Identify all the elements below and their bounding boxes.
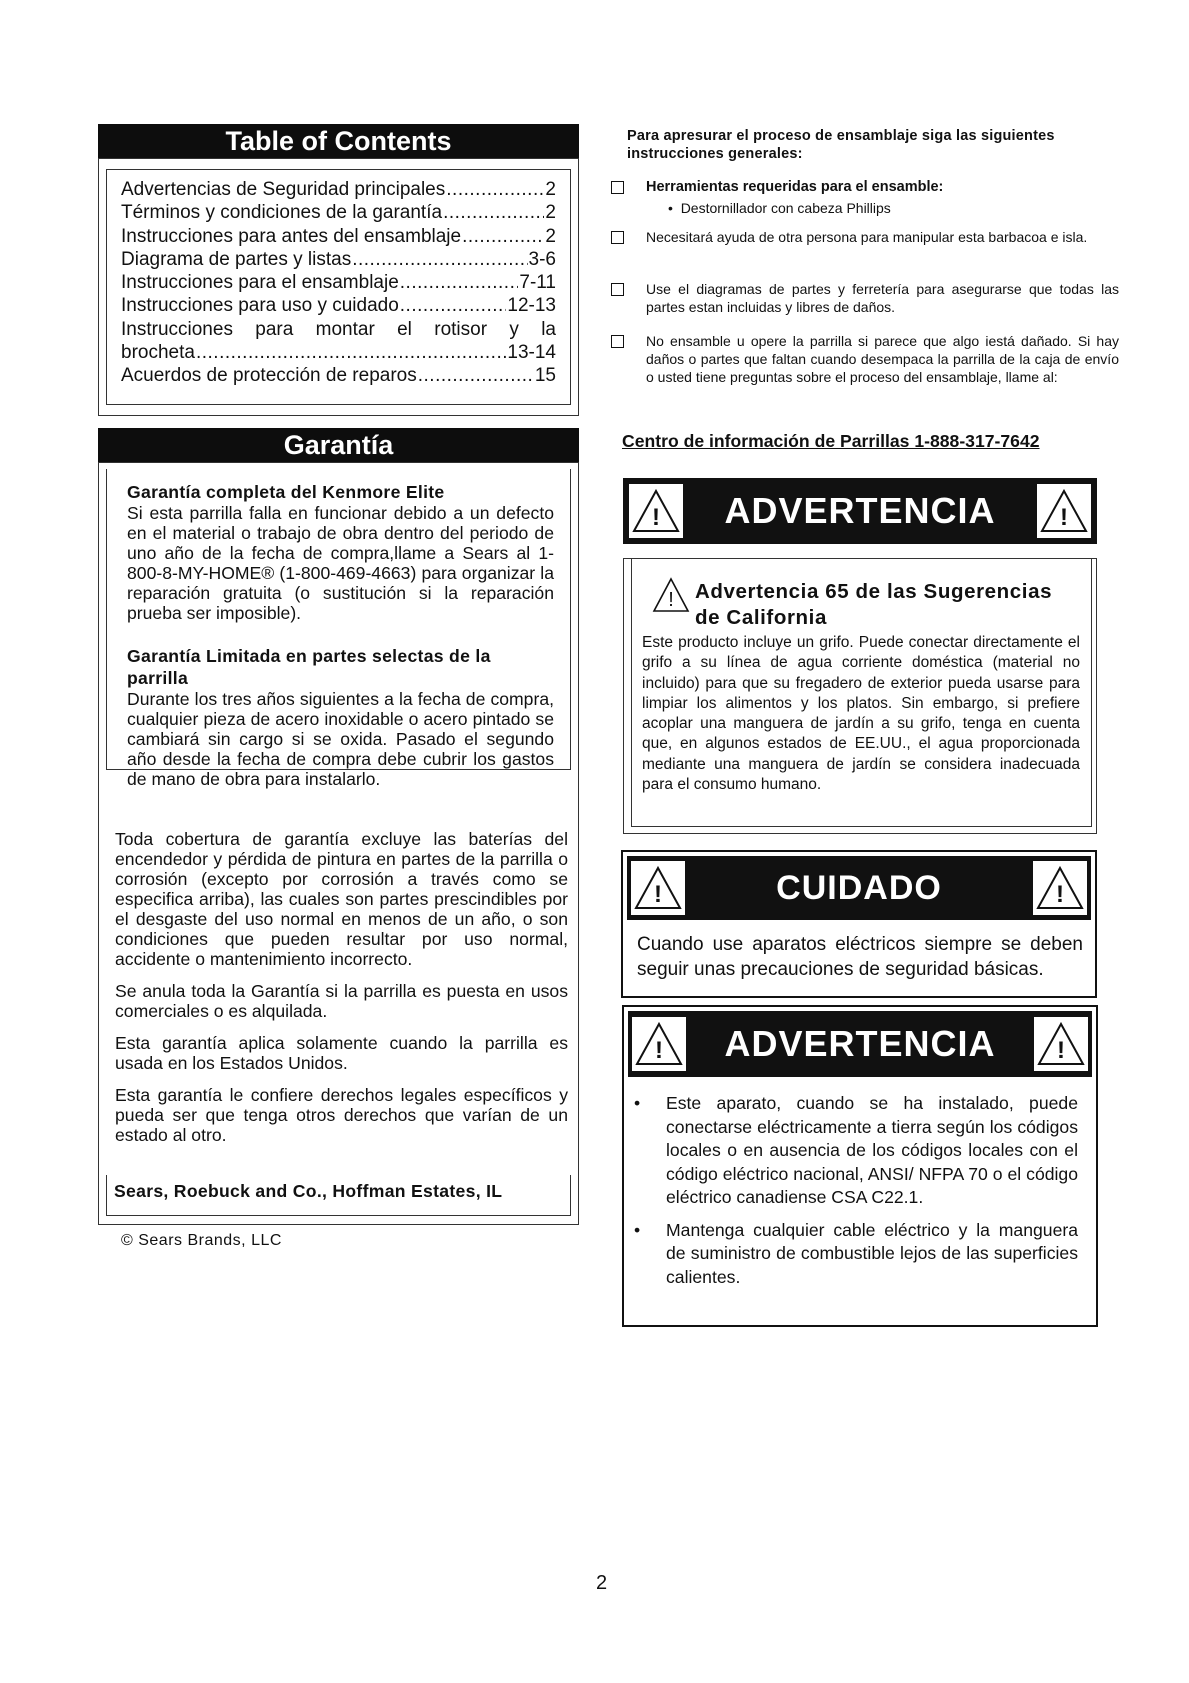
- toc-entry-page: 2: [545, 179, 556, 200]
- limited-warranty-heading: Garantía Limitada en partes selectas de la parrilla: [127, 646, 491, 688]
- caution-body: Cuando use aparatos eléctricos siempre se deben seguir unas precauciones de seguridad básicas.: [637, 934, 1083, 980]
- assembly-intro: Para apresurar el proceso de ensamblaje siga las siguientes instrucciones generales:: [627, 128, 1055, 162]
- toc-entry: [121, 341, 556, 364]
- electrical-bullet-2: Mantenga cualquier cable eléctrico y la manguera de suministro de combustible lejos de las superficies calientes.: [666, 1219, 1078, 1287]
- void-text: Se anula toda la Garantía si la parrilla es puesta en usos comerciales o es alquilada.: [115, 981, 568, 1021]
- svg-text:!: !: [1060, 504, 1068, 531]
- toc-dot-leader: [196, 341, 506, 364]
- checkbox-tools[interactable]: [611, 181, 624, 194]
- toc-title: Table of Contents: [225, 126, 452, 156]
- toc-box: [98, 158, 579, 416]
- toc-entry: [121, 294, 556, 317]
- warranty-title: Garantía: [283, 430, 394, 460]
- toc-dot-leader: [400, 294, 507, 317]
- warning-triangle-icon: [1034, 1017, 1088, 1071]
- toc-entry: [121, 271, 556, 294]
- full-warranty-body: Si esta parrilla falla en funcionar debido a un defecto en el material o trabajo de obra dentro del periodo de uno año de la fecha de compra,llame a Sears al 1-800-8-MY-HOME® (1-800-469-4663) para organizar la reparación gratuita (o sustitución si la reparación prueba ser imposible).: [127, 503, 554, 623]
- toc-dot-leader: [400, 271, 519, 294]
- caution-box: [621, 850, 1097, 998]
- toc-dot-leader: [352, 248, 527, 271]
- toc-dot-leader: [418, 364, 534, 387]
- list-item: [628, 1092, 1078, 1210]
- warranty-header: [98, 428, 579, 462]
- prop65-box: [623, 558, 1097, 834]
- list-item: [628, 1219, 1078, 1290]
- toc-entry-page: 2: [545, 202, 556, 224]
- toc-dot-leader: [443, 201, 544, 224]
- warning-triangle-icon: [629, 484, 683, 538]
- caution-banner: [627, 856, 1091, 920]
- prop65-heading: Advertencia 65 de las Sugerencias de California: [695, 580, 1053, 629]
- toc-entry: [121, 225, 556, 248]
- svg-text:!: !: [652, 504, 660, 531]
- warning-triangle-icon: [632, 1017, 686, 1071]
- caution-banner-title: CUIDADO: [776, 868, 942, 907]
- toc-header: [98, 124, 579, 158]
- toc-entry: [121, 318, 556, 341]
- toc-entry-title: Diagrama de partes y listas: [121, 248, 352, 270]
- toc-entry-page: 2: [545, 225, 556, 247]
- coverage-text: Toda cobertura de garantía excluye las baterías del encendedor y pérdida de pintura en partes de la parrilla o corrosión (excepto por corrosión a través como se especifica arriba), las cuales son partes prescindibles por el desgaste del uso normal en menos de un año, o son condiciones que pueden resultar por uso normal, accidente o mantenimiento incorrecto.: [115, 829, 568, 969]
- limited-warranty-body: Durante los tres años siguientes a la fecha de compra, cualquier pieza de acero inoxidable o acero pintado se cambiará sin cargo si se oxida. Pasado el segundo año desde la fecha de compra debe cubrir los gastos de mano de obra para instalarlo.: [127, 689, 554, 789]
- warning-triangle-icon: [1037, 484, 1091, 538]
- help-text: Necesitará ayuda de otra persona para manipular esta barbacoa e isla.: [646, 229, 1088, 245]
- diagram-text: Use el diagramas de partes y ferretería para asegurarse que todas las partes estan incluidas y libres de daños.: [646, 281, 1119, 315]
- toc-entry-title: Advertencias de Seguridad principales: [121, 179, 446, 200]
- warning-banner-2: [628, 1011, 1092, 1077]
- rights-text: Esta garantía le confiere derechos legales específicos y pueda ser que tenga otros derechos que varían de un estado al otro.: [115, 1085, 568, 1145]
- toc-entry: [121, 201, 556, 224]
- company-name: Sears, Roebuck and Co., Hoffman Estates, IL: [114, 1181, 503, 1201]
- full-warranty-heading: Garantía completa del Kenmore Elite: [127, 482, 445, 502]
- toc-entry-title: Instrucciones para uso y cuidado: [121, 295, 399, 317]
- toc-entry: [121, 178, 556, 201]
- toc-dot-leader: [446, 178, 544, 201]
- toc-entry: [121, 364, 556, 387]
- damage-text: No ensamble u opere la parrilla si parece que algo iestá dañado. Si hay daños o partes que faltan cuando desempaca la parrilla de la caja de envío o usted tiene preguntas sobre el proceso del ensamblaje, llame al:: [646, 333, 1119, 385]
- toc-entry-title: Acuerdos de protección de reparos: [121, 365, 417, 387]
- prop65-body: Este producto incluye un grifo. Puede conectar directamente el grifo a su línea de agua corriente doméstica (material no incluido) para que su fregadero de exterior pueda usarse para limpiar los alimentos y los platos. Sin embargo, si prefiere acoplar una manguera de jardín a su grifo, tenga en cuenta que, en algunos estados de EE.UU., el agua proporcionada mediante una manguera de jardín se considera inadecuada para el consumo humano.: [642, 634, 1080, 794]
- page-number: 2: [596, 1572, 608, 1594]
- toc-entry-title: Instrucciones para el ensamblaje: [121, 272, 399, 294]
- svg-text:!: !: [668, 589, 674, 611]
- toc-entry: [121, 248, 556, 271]
- bullet-icon: •: [668, 200, 681, 216]
- toc-entry-page: 12-13: [507, 295, 556, 317]
- svg-text:!: !: [654, 881, 662, 908]
- warning-triangle-icon: [631, 861, 685, 915]
- warning-banner-1-title: ADVERTENCIA: [724, 490, 996, 531]
- toc-dot-leader: [462, 225, 544, 248]
- checkbox-damage[interactable]: [611, 335, 624, 348]
- warning-triangle-icon: [1033, 861, 1087, 915]
- info-center-line: Centro de información de Parrillas 1-888-317-7642: [622, 431, 1040, 451]
- checkbox-help[interactable]: [611, 231, 624, 244]
- svg-text:!: !: [1056, 881, 1064, 908]
- bullet-icon: •: [634, 1093, 641, 1113]
- toc-entry-page: 3-6: [528, 248, 556, 270]
- caution-triangle-icon: [652, 577, 690, 618]
- toc-entry-title: Términos y condiciones de la garantía: [121, 202, 443, 224]
- warning-banner-2-title: ADVERTENCIA: [724, 1023, 996, 1064]
- toc-entry-page: 7-11: [519, 272, 556, 294]
- copyright: © Sears Brands, LLC: [121, 1232, 282, 1249]
- toc-entry-title: Instrucciones para antes del ensamblaje: [121, 225, 462, 247]
- us-only-text: Esta garantía aplica solamente cuando la parrilla es usada en los Estados Unidos.: [115, 1033, 568, 1073]
- toc-entry-page: 15: [534, 365, 556, 387]
- svg-text:!: !: [655, 1037, 663, 1064]
- toc-entry-title: Instrucciones para montar el rotisor y la: [121, 318, 556, 340]
- tools-item: Destornillador con cabeza Phillips: [680, 200, 891, 216]
- checkbox-diagram[interactable]: [611, 283, 624, 296]
- warranty-box: [98, 462, 579, 1225]
- electrical-warning-box: [622, 1005, 1098, 1327]
- toc-entry-title: brocheta: [121, 342, 195, 364]
- bullet-icon: •: [634, 1219, 641, 1240]
- toc-list: [121, 178, 556, 388]
- svg-text:!: !: [1057, 1037, 1065, 1064]
- tools-heading: Herramientas requeridas para el ensamble:: [646, 179, 944, 195]
- toc-entry-page: 13-14: [507, 342, 556, 364]
- warning-banner-1: [623, 478, 1097, 544]
- electrical-bullet-1: Este aparato, cuando se ha instalado, puede conectarse eléctricamente a tierra según los códigos locales o en ausencia de los códigos locales con el código eléctrico nacional, ANSI/ NFPA 70 o el código eléctrico canadiense CSA C22.1.: [666, 1093, 1078, 1207]
